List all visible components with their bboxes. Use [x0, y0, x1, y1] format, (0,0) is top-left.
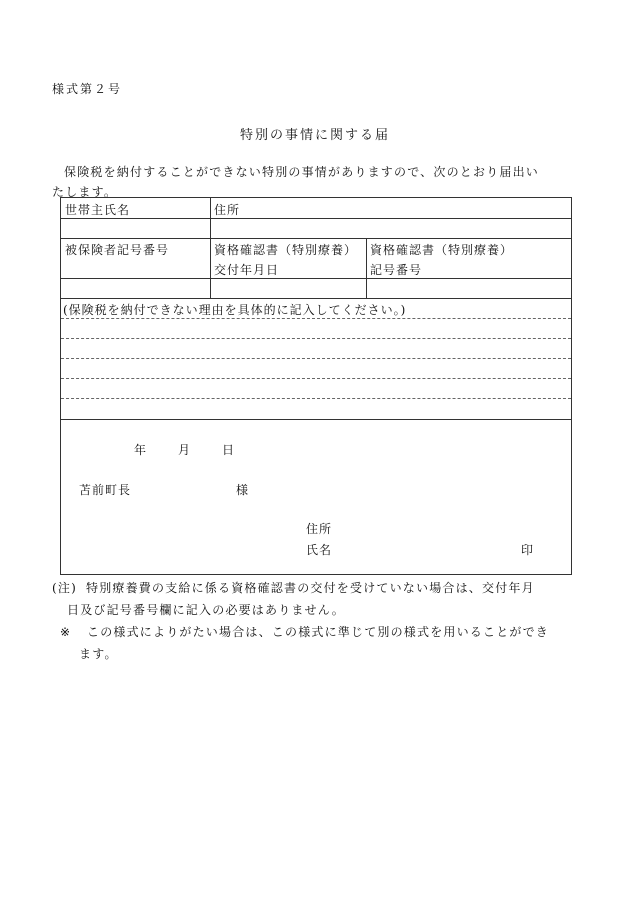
- addressee-honorific: 様: [236, 483, 250, 497]
- note-2-line-1: この様式によりがたい場合は、この様式に準じて別の様式を用いることができ: [87, 625, 550, 639]
- date-year-label: 年: [134, 443, 148, 457]
- note-1-marker: (注): [52, 581, 77, 595]
- cert-number-label-1: 資格確認書（特別療養）: [370, 243, 514, 257]
- row-divider: [61, 218, 571, 219]
- applicant-name-label: 氏名: [306, 543, 333, 557]
- cert-issue-date-label-2: 交付年月日: [214, 263, 280, 277]
- col-divider: [366, 238, 367, 298]
- date-day-label: 日: [222, 443, 236, 457]
- form-number: 様式第２号: [52, 82, 123, 96]
- insured-number-label: 被保険者記号番号: [65, 243, 170, 257]
- note-1: [52, 577, 592, 599]
- note-2-marker: ※: [60, 625, 72, 639]
- address-label: 住所: [214, 203, 241, 217]
- cert-issue-date-label-1: 資格確認書（特別療養）: [214, 243, 358, 257]
- note-1-line-2: 日及び記号番号欄に記入の必要はありません。: [67, 603, 345, 617]
- addressee-label: 苫前町長: [79, 483, 132, 497]
- note-2-continued: [52, 643, 592, 665]
- insured-number-field[interactable]: [65, 280, 207, 296]
- cert-number-label-2: 記号番号: [370, 263, 423, 277]
- address-field[interactable]: [214, 220, 569, 236]
- row-divider: [61, 298, 571, 299]
- cert-issue-date-field[interactable]: [214, 280, 364, 296]
- intro-text: [52, 162, 582, 202]
- note-2: [52, 621, 592, 643]
- row-divider: [61, 238, 571, 239]
- notes-section: [52, 577, 592, 665]
- note-1-line-1: 特別療養費の支給に係る資格確認書の交付を受けていない場合は、交付年月: [86, 581, 535, 595]
- intro-line-2: たします。: [52, 185, 118, 199]
- householder-name-field[interactable]: [65, 220, 207, 236]
- note-2-line-2: ます。: [79, 647, 118, 661]
- reason-label: (保険税を納付できない理由を具体的に記入してください。): [63, 303, 407, 317]
- reason-field[interactable]: [63, 320, 569, 416]
- col-divider: [210, 238, 211, 298]
- col-divider: [210, 198, 211, 238]
- dashed-writing-line: [61, 318, 571, 319]
- intro-line-1: 保険税を納付することができない特別の事情がありますので、次のとおり届出い: [64, 165, 539, 179]
- cert-number-field[interactable]: [370, 280, 570, 296]
- row-divider: [61, 278, 571, 279]
- householder-name-label: 世帯主氏名: [65, 203, 131, 217]
- note-1-continued: [52, 599, 592, 621]
- notification-form-table: [60, 197, 572, 575]
- applicant-address-label: 住所: [306, 522, 333, 536]
- document-title: 特別の事情に関する届: [239, 128, 390, 143]
- seal-mark: 印: [521, 543, 535, 557]
- row-divider: [61, 419, 571, 420]
- date-month-label: 月: [178, 443, 192, 457]
